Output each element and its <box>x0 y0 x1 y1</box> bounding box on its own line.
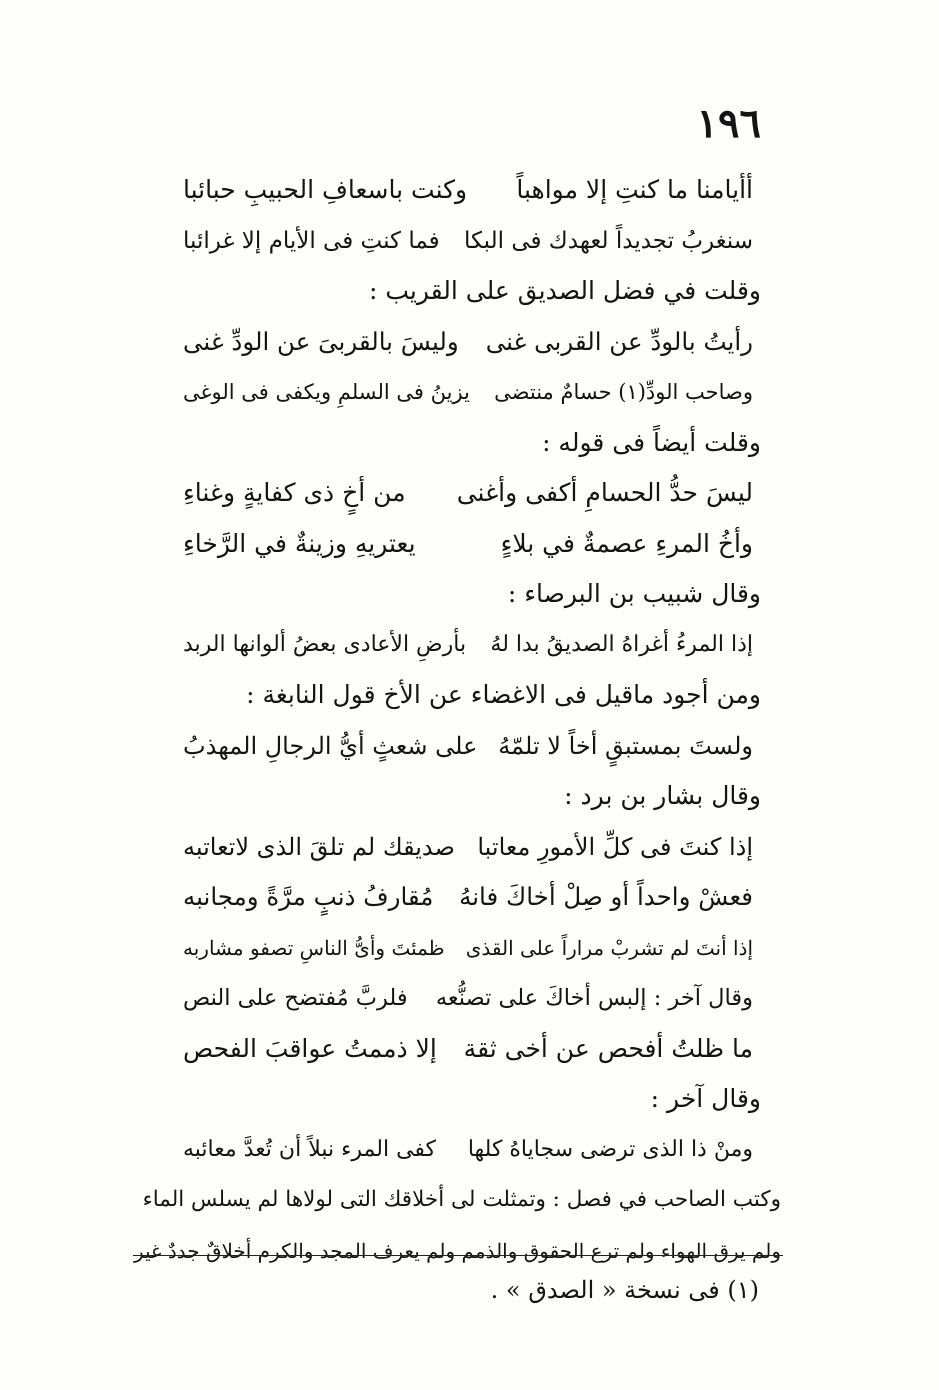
verse-second-hemistich: على شعثٍ أيُّ الرجالِ المهذبُ <box>183 731 478 760</box>
prose-line: وقلت أيضاً فى قوله : <box>542 427 761 457</box>
verse-line <box>183 219 753 263</box>
verse-first-hemistich: وصاحب الودِّ(١) حسامٌ منتضى <box>494 380 753 404</box>
verse-second-hemistich: يزينُ فى السلمِ ويكفى فى الوغى <box>183 380 470 404</box>
verse-first-hemistich: ما ظلتُ أفحص عن أخى ثقة <box>463 1033 753 1063</box>
verse-line <box>183 976 753 1020</box>
verse-first-hemistich: إذا كنتَ فى كلِّ الأمورِ معاتبا <box>477 832 753 861</box>
verse-second-hemistich: مُقارفُ ذنبٍ مرَّةً ومجانبه <box>183 882 434 911</box>
verse-first-hemistich: وقال آخر : إلبس أخاكَ على تصنُّعه <box>435 985 753 1011</box>
verse-first-hemistich: فعشْ واحداً أو صِلْ أخاكَ فانهُ <box>459 882 753 911</box>
verse-line <box>183 168 753 212</box>
verse-line <box>183 471 753 515</box>
verse-first-hemistich: سنغربُ تجديداً لعهدك فى البكا <box>463 227 753 254</box>
verse-second-hemistich: ظمئتَ وأىُّ الناسِ تصفو مشاربه <box>183 935 445 960</box>
prose-line: وقال بشار بن برد : <box>564 781 761 810</box>
verse-line <box>183 825 753 869</box>
verse-line <box>183 875 753 919</box>
footnote: (١) فى نسخة « الصدق » . <box>490 1276 759 1304</box>
verse-second-hemistich: فما كنتِ فى الأيام إلا غرائبا <box>183 227 440 254</box>
prose-line: وقال آخر : <box>650 1084 761 1113</box>
verse-first-hemistich: ومنْ ذا الذى ترضى سجاياهُ كلها <box>467 1136 753 1162</box>
page-number: ١٩٦ <box>696 100 761 147</box>
verse-line <box>183 522 753 566</box>
verse-line <box>183 1128 753 1172</box>
prose-line: ومن أجود ماقيل فى الاغضاء عن الأخ قول النابغة : <box>246 680 761 709</box>
verse-line <box>183 370 753 414</box>
verse-second-hemistich: من أخٍ ذى كفايةٍ وغناءِ <box>183 478 406 507</box>
verse-second-hemistich: كفى المرء نبلاً أن تُعدَّ معائبه <box>183 1136 437 1162</box>
prose-line: وقلت في فضل الصديق على القريب : <box>368 276 761 305</box>
prose-line: ولم يرق الهواء ولم ترع الحقوق والذمم ولم يعرف المجد والكرم أخلاقٌ جددٌ غير <box>133 1238 781 1263</box>
verse-line <box>183 724 753 768</box>
footnote-separator <box>133 1255 783 1256</box>
verse-first-hemistich: رأيتُ بالودِّ عن القربى غنى <box>485 326 753 356</box>
verse-line <box>183 320 753 364</box>
verse-second-hemistich: بأرضِ الأعادى بعضُ ألوانها الربد <box>183 631 467 657</box>
verse-second-hemistich: صديقك لم تلقَ الذى لاتعاتبه <box>183 832 455 861</box>
verse-line <box>183 1027 753 1071</box>
verse-second-hemistich: فلربَّ مُفتضح على النص <box>183 985 408 1011</box>
verse-first-hemistich: إذا أنتَ لم تشربْ مراراً على القذى <box>465 935 753 960</box>
verse-first-hemistich: ولستَ بمستبقٍ أخاً لا تلمّهُ <box>498 731 753 760</box>
verse-first-hemistich: أأيامنا ما كنتِ إلا مواهباً <box>516 175 753 204</box>
verse-first-hemistich: ليسَ حدُّ الحسامِ أكفى وأغنى <box>456 478 753 507</box>
verse-second-hemistich: يعتريهِ وزينةٌ في الرَّخاءِ <box>183 528 416 558</box>
verse-second-hemistich: وكنت باسعافِ الحبيبِ حبائبا <box>183 175 468 204</box>
verse-first-hemistich: وأخُ المرءِ عصمةٌ في بلاءٍ <box>500 528 753 558</box>
verse-second-hemistich: إلا ذممتُ عواقبَ الفحص <box>183 1033 437 1063</box>
verse-first-hemistich: إذا المرءُ أغراهُ الصديقُ بدا لهُ <box>490 631 753 657</box>
prose-line: وقال شبيب بن البرصاء : <box>507 579 761 608</box>
prose-line: وكتب الصاحب في فصل : وتمثلت لى أخلاقك التى لولاها لم يسلس الماء <box>142 1187 781 1212</box>
verse-line <box>183 623 753 667</box>
verse-second-hemistich: وليسَ بالقربىَ عن الودِّ غنى <box>183 326 459 356</box>
verse-line <box>183 926 753 970</box>
